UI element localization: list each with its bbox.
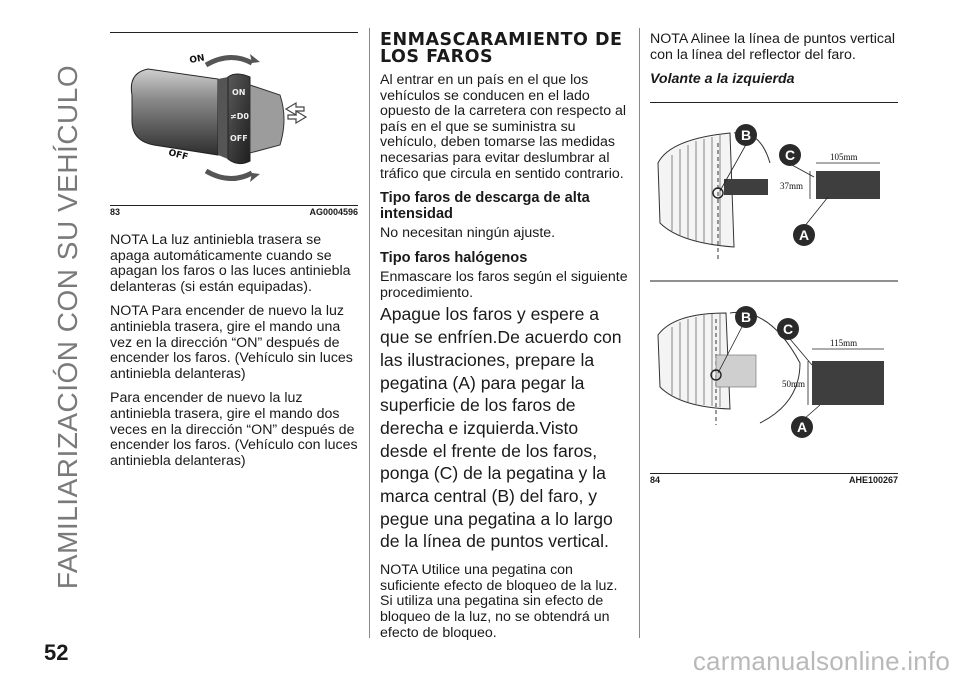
- paragraph: NOTA Para encender de nuevo la luz antiniebla trasera, gire el mando una vez en la dirección “ON” después de encender los faros. (Vehículo sin luces antiniebla delanteras): [110, 303, 353, 382]
- marker-c: C: [784, 146, 796, 163]
- paragraph-large: Apague los faros y espere a que se enfríen.De acuerdo con las ilustraciones, prepare la pegatina (A) para pegar la superficie de los faros de derecha e izquierda.Visto desde el frente de los faros, ponga (C) de la pegatina y la marca central (B) del faro, y pegue una pegatina a lo largo de la línea de puntos vertical.: [380, 304, 622, 552]
- figure-number: 84: [650, 474, 661, 485]
- lever-on-text: ON: [232, 88, 246, 97]
- side-section-title-text: FAMILIARIZACIÓN CON SU VEHÍCULO: [52, 64, 83, 590]
- watermark: carmanualsonline.info: [692, 646, 950, 676]
- marker-b: B: [740, 308, 752, 325]
- headlamp-top: [658, 124, 880, 259]
- marker-a: A: [796, 418, 808, 435]
- paragraph: Al entrar en un país en el que los vehículos se conducen en el lado opuesto de la carretera con respecto al país en el que se suministra su vehículo, deben tomarse las medidas necesarias para evitar deslumbrar al tráfico que circula en sentido contrario.: [380, 72, 627, 182]
- paragraph: Enmascare los faros según el siguiente procedimiento.: [380, 269, 628, 301]
- on-arrow-label: ON: [188, 53, 206, 66]
- subsection-title: Volante a la izquierda: [650, 71, 795, 88]
- paragraph: Para encender de nuevo la luz antiniebla trasera, gire el mando dos veces en la dirección “ON” después de encender los faros. (Vehículo con luces antiniebla delanteras): [110, 390, 358, 469]
- paragraph: NOTA La luz antiniebla trasera se apaga automáticamente cuando se apagan los faros o las luces antiniebla delanteras (si están equipadas).: [110, 232, 351, 295]
- figure-number: 83: [110, 207, 121, 217]
- figure-83: [110, 32, 358, 217]
- column-2: [380, 32, 628, 650]
- height-dimension: 37mm: [780, 180, 804, 191]
- height-dimension: 50mm: [782, 378, 806, 389]
- note-paragraph: NOTA Alinee la línea de puntos vertical con la línea del reflector del faro.: [650, 31, 896, 63]
- off-arrow-label: OFF: [167, 148, 190, 163]
- width-dimension: 105mm: [830, 151, 858, 162]
- subheading: Tipo faros de descarga de alta intensidad: [380, 190, 590, 222]
- light-switch-illustration: [110, 33, 358, 205]
- subheading: Tipo faros halógenos: [380, 249, 528, 266]
- figure-84: [650, 102, 898, 485]
- column-divider: [639, 28, 640, 638]
- lever-mid-text: ≠D0: [230, 112, 249, 121]
- marker-b: B: [740, 126, 752, 143]
- figure-code: AHE100267: [848, 474, 898, 485]
- section-heading: ENMASCARAMIENTO DE LOS FAROS: [380, 30, 623, 67]
- note-paragraph: NOTA Utilice una pegatina con suficiente efecto de bloqueo de la luz. Si utiliza una pegatina sin efecto de bloqueo de la luz, no se obtendrá un efecto de bloqueo.: [380, 562, 618, 641]
- headlamp-mask-illustration: [650, 103, 898, 473]
- figure-83-caption: [110, 207, 358, 221]
- lever-off-text: OFF: [230, 134, 248, 143]
- figure-code: AG0004596: [309, 207, 358, 217]
- marker-a: A: [798, 226, 810, 243]
- page-number: 52: [44, 640, 69, 665]
- marker-c: C: [782, 320, 794, 337]
- headlamp-bottom: [658, 306, 884, 438]
- column-divider: [369, 28, 370, 638]
- width-dimension: 115mm: [830, 337, 858, 348]
- column-3: [650, 31, 898, 485]
- side-section-title: [48, 42, 88, 612]
- figure-84-caption: [650, 475, 898, 489]
- column-1: [110, 32, 358, 478]
- paragraph: No necesitan ningún ajuste.: [380, 225, 556, 242]
